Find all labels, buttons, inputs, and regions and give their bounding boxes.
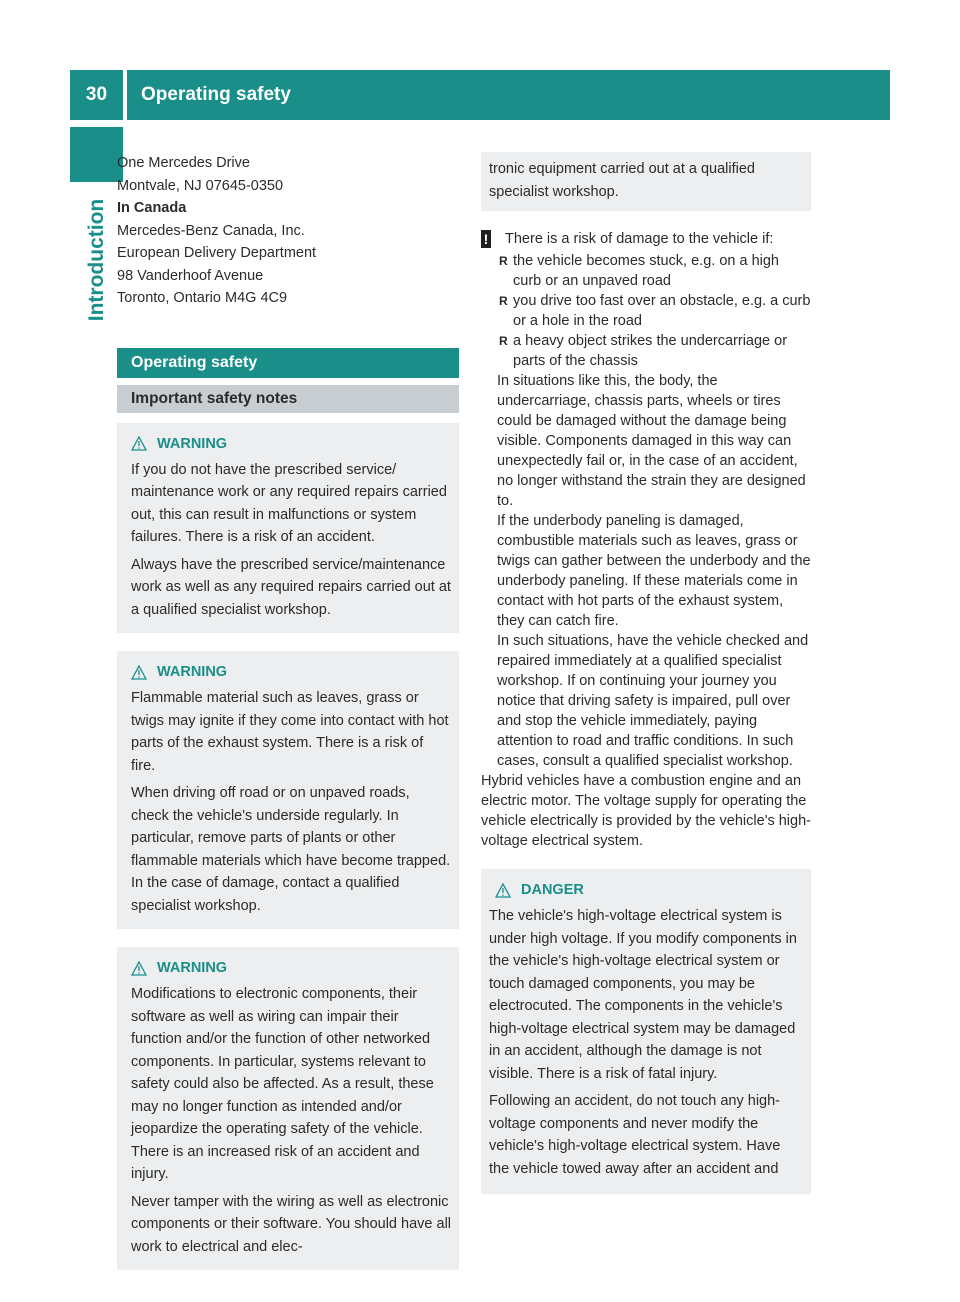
warning-triangle-icon bbox=[495, 883, 511, 898]
notice-bullet-list bbox=[481, 251, 811, 371]
notice-paragraph: If the underbody paneling is damaged, combustible materials such as leaves, grass or twigs can gather between the underbody and the underbody paneling. If these materials come in contact with hot parts of the exhaust system, they can catch fire. bbox=[497, 513, 811, 629]
left-column bbox=[117, 152, 459, 1270]
danger-heading bbox=[489, 879, 803, 901]
warning-box bbox=[117, 423, 459, 634]
address-line: Toronto, Ontario M4G 4C9 bbox=[117, 290, 288, 306]
warning-text: Always have the prescribed service/maintenance work as well as any required repairs carried out at a qualified specialist workshop. bbox=[131, 556, 451, 618]
warning-triangle-icon bbox=[131, 665, 147, 680]
exclamation-icon: ! bbox=[481, 230, 491, 248]
hybrid-paragraph: Hybrid vehicles have a combustion engine and an electric motor. The voltage supply for operating the vehicle electrically is provided by the vehicle's high-voltage electrical system. bbox=[481, 773, 811, 849]
section-title: Operating safety bbox=[117, 348, 459, 378]
address-line: European Delivery Department bbox=[117, 245, 317, 261]
warning-heading bbox=[131, 957, 451, 979]
side-tab-label bbox=[82, 190, 112, 330]
page-header-title: Operating safety bbox=[127, 70, 890, 120]
right-column bbox=[481, 152, 811, 1194]
notice-paragraph: In such situations, have the vehicle checked and repaired immediately at a qualified specialist workshop. If on continuing your journey you notice that driving safety is impaired, pull over and stop the vehicle immediately, paying attention to road and traffic conditions. In such cases, consult a qualified specialist workshop. bbox=[497, 633, 809, 769]
address-block bbox=[117, 152, 459, 310]
list-item: R a heavy object strikes the undercarriage or parts of the chassis bbox=[499, 331, 811, 371]
list-item: R you drive too fast over an obstacle, e.g. a curb or a hole in the road bbox=[499, 291, 811, 331]
address-line: One Mercedes Drive bbox=[117, 155, 250, 171]
address-heading: In Canada bbox=[117, 200, 187, 216]
warning-label: WARNING bbox=[157, 664, 228, 680]
side-tab-text: Introduction bbox=[85, 198, 108, 322]
notice-intro: There is a risk of damage to the vehicle if: bbox=[505, 231, 774, 247]
warning-triangle-icon bbox=[131, 961, 147, 976]
continued-warning-text: tronic equipment carried out at a qualified specialist workshop. bbox=[489, 161, 755, 200]
continued-warning-box bbox=[481, 152, 811, 211]
warning-box bbox=[117, 651, 459, 929]
danger-text: Following an accident, do not touch any high-voltage components and never modify the vehicle's high-voltage electrical system. Have the vehicle towed away after an accident and bbox=[489, 1093, 781, 1177]
list-item: R the vehicle becomes stuck, e.g. on a high curb or an unpaved road bbox=[499, 251, 811, 291]
warning-heading bbox=[131, 433, 451, 455]
side-tab-marker bbox=[70, 127, 123, 182]
warning-text: If you do not have the prescribed service/ maintenance work or any required repairs carried out, this can result in malfunctions or system failures. There is a risk of an accident. bbox=[131, 461, 447, 545]
notice-heading bbox=[481, 229, 811, 249]
warning-text: Never tamper with the wiring as well as electronic components or their software. You should have all work to electrical and elec- bbox=[131, 1193, 452, 1255]
address-line: Mercedes-Benz Canada, Inc. bbox=[117, 222, 305, 239]
danger-text: The vehicle's high-voltage electrical system is under high voltage. If you modify components in the vehicle's high-voltage electrical system or touch damaged components, you may be electrocuted. The components in the vehicle's high-voltage electrical system may be damaged in an accident, although the damage is not visible. There is a risk of fatal injury. bbox=[489, 908, 797, 1082]
notice-block bbox=[481, 229, 811, 771]
warning-label: WARNING bbox=[157, 960, 228, 976]
subsection-title: Important safety notes bbox=[117, 385, 459, 413]
danger-label: DANGER bbox=[521, 882, 584, 898]
warning-text: Flammable material such as leaves, grass or twigs may ignite if they come into contact with hot parts of the exhaust system. There is a risk of fire. bbox=[131, 690, 449, 774]
warning-triangle-icon bbox=[131, 436, 147, 451]
notice-paragraphs bbox=[481, 371, 811, 771]
notice-paragraph: In situations like this, the body, the undercarriage, chassis parts, wheels or tires could be damaged without the damage being visible. Components damaged in this way can unexpectedly fail or, in the case of an accident, no longer withstand the strain they are designed to. bbox=[497, 373, 806, 509]
warning-text: Modifications to electronic components, their software as well as wiring can impair their function and/or the function of other networked components. In particular, systems relevant to safety could also be affected. As a result, these may no longer function as intended and/or jeopardize the operating safety of the vehicle. There is an increased risk of an accident and injury. bbox=[131, 986, 434, 1182]
page-number: 30 bbox=[70, 70, 123, 120]
address-line: Montvale, NJ 07645-0350 bbox=[117, 177, 284, 194]
warning-heading bbox=[131, 661, 451, 683]
address-line: 98 Vanderhoof Avenue bbox=[117, 267, 264, 284]
warning-box bbox=[117, 947, 459, 1270]
danger-box bbox=[481, 869, 811, 1194]
warning-label: WARNING bbox=[157, 435, 228, 452]
warning-text: When driving off road or on unpaved roads, check the vehicle's underside regularly. In particular, remove parts of plants or other flammable materials which have become trapped. In the case of damage, contact a qualified specialist workshop. bbox=[131, 785, 451, 914]
